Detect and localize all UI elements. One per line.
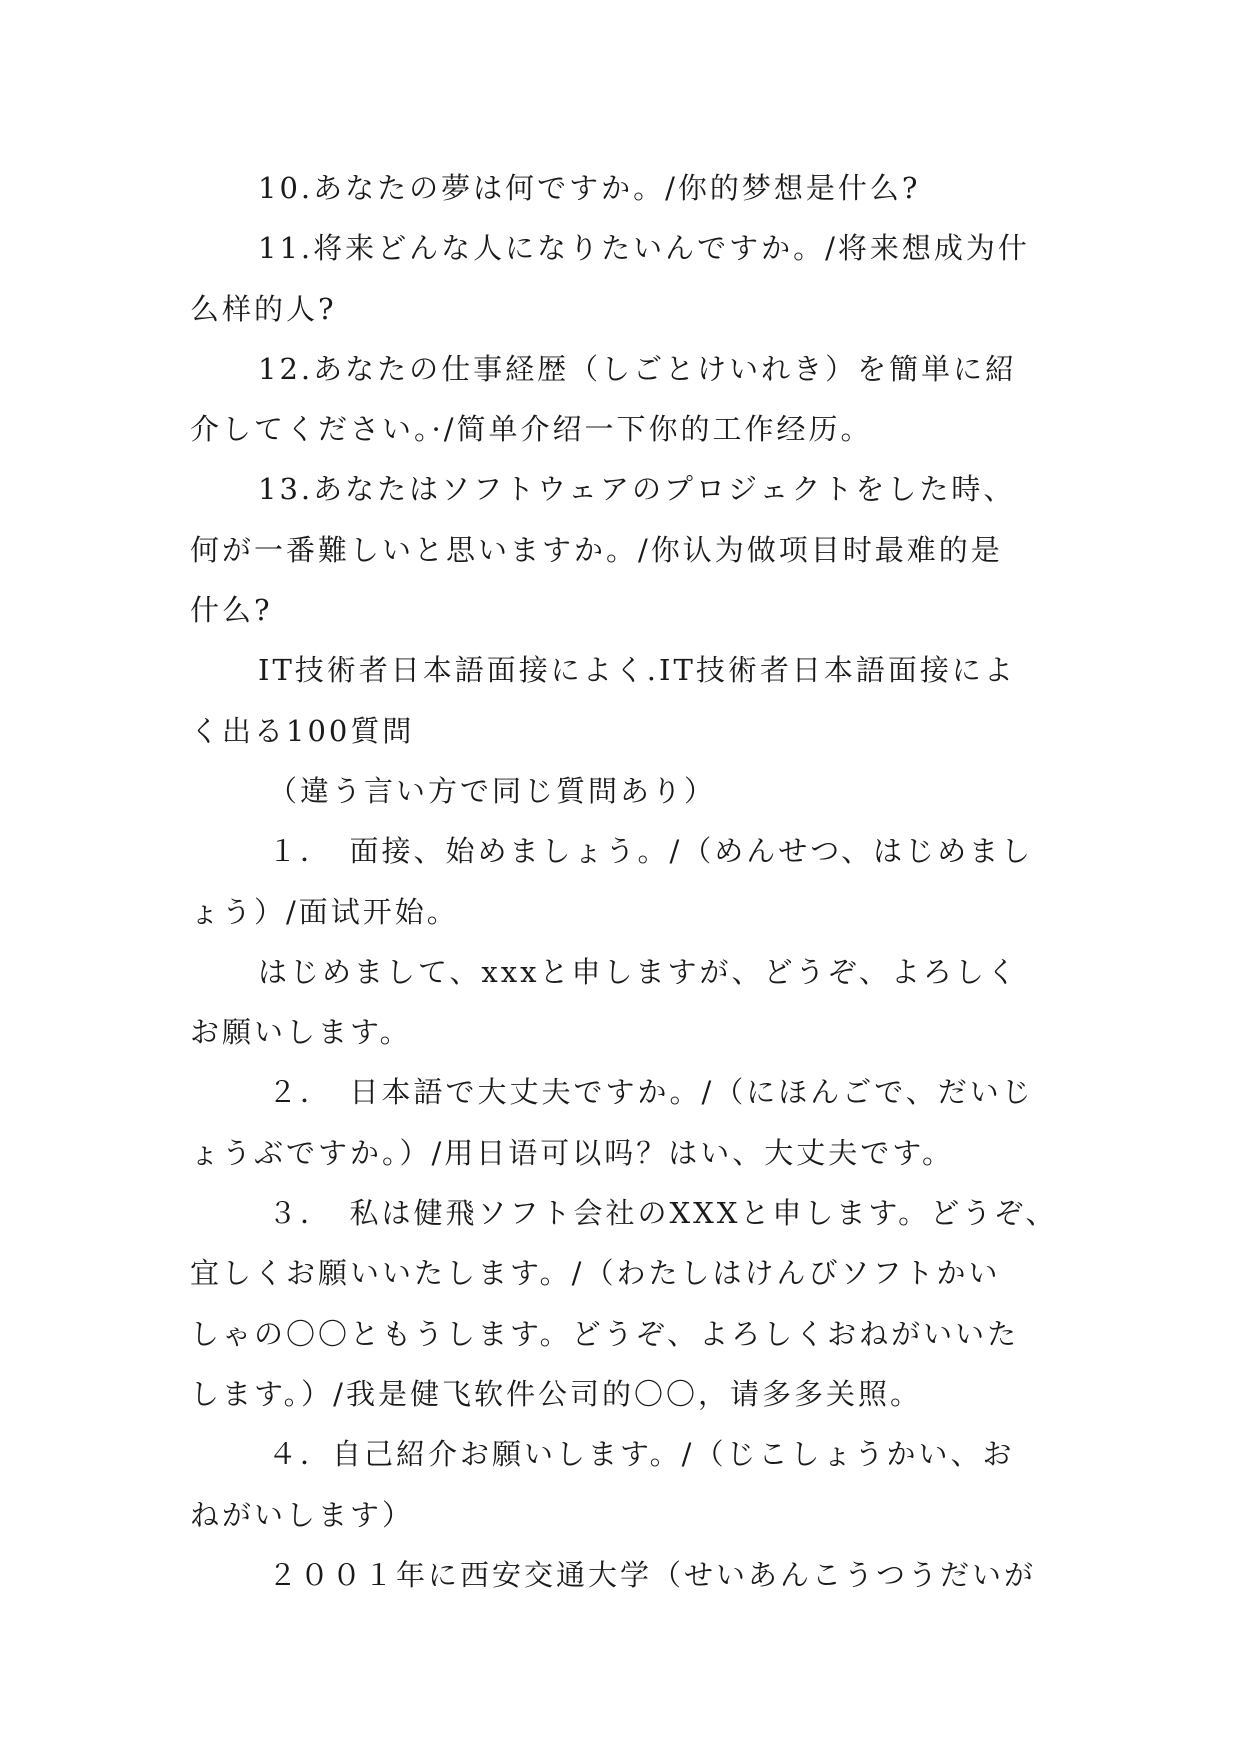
text-line: ２． 日本語で大丈夫ですか。/（にほんごで、だいじ	[268, 1075, 1034, 1110]
text-line: 什么?	[190, 593, 273, 628]
text-line: ょう）/面试开始。	[190, 894, 459, 929]
text-line: はじめまして、xxxと申しますが、どうぞ、よろしく	[258, 954, 1019, 989]
document-body	[190, 158, 1070, 1605]
text-line: ２００１年に西安交通大学（せいあんこうつうだいが	[268, 1557, 1037, 1592]
text-line: 11.将来どんな人になりたいんですか。/将来想成为什	[258, 231, 1030, 266]
text-line: しゃの〇〇ともうします。どうぞ、よろしくおねがいいた	[190, 1316, 1020, 1351]
text-line: 宜しくお願いいたします。/（わたしはけんびソフトかい	[190, 1256, 1001, 1291]
text-line: １． 面接、始めましょう。/（めんせつ、はじめまし	[268, 834, 1034, 869]
text-line: 10.あなたの夢は何ですか。/你的梦想是什么?	[258, 171, 921, 205]
text-line: 何が一番難しいと思いますか。/你认为做项目时最难的是	[190, 532, 1003, 567]
text-line: く出る100質問	[190, 713, 415, 748]
text-line: IT技術者日本語面接によく.IT技術者日本語面接によ	[258, 653, 1016, 688]
text-line: （違う言い方で同じ質問あり）	[268, 773, 717, 808]
text-line: ３． 私は健飛ソフト会社のXXXと申します。どうぞ、	[268, 1196, 1058, 1231]
text-line: 么样的人?	[190, 291, 337, 326]
text-line: 介してください。·/简单介绍一下你的工作经历。	[190, 412, 873, 447]
text-line: ょうぶですか。）/用日语可以吗？はい、大丈夫です。	[190, 1135, 954, 1170]
text-line: 13.あなたはソフトウェアのプロジェクトをした時、	[258, 472, 1016, 507]
text-line: ねがいします）	[190, 1497, 415, 1532]
text-line: ４．自己紹介お願いします。/（じこしょうかい、お	[268, 1437, 1015, 1472]
text-line: お願いします。	[190, 1015, 412, 1050]
text-line: 12.あなたの仕事経歴（しごとけいれき）を簡単に紹	[258, 351, 1018, 386]
text-line: します。）/我是健飞软件公司的〇〇，请多多关照。	[190, 1376, 922, 1411]
